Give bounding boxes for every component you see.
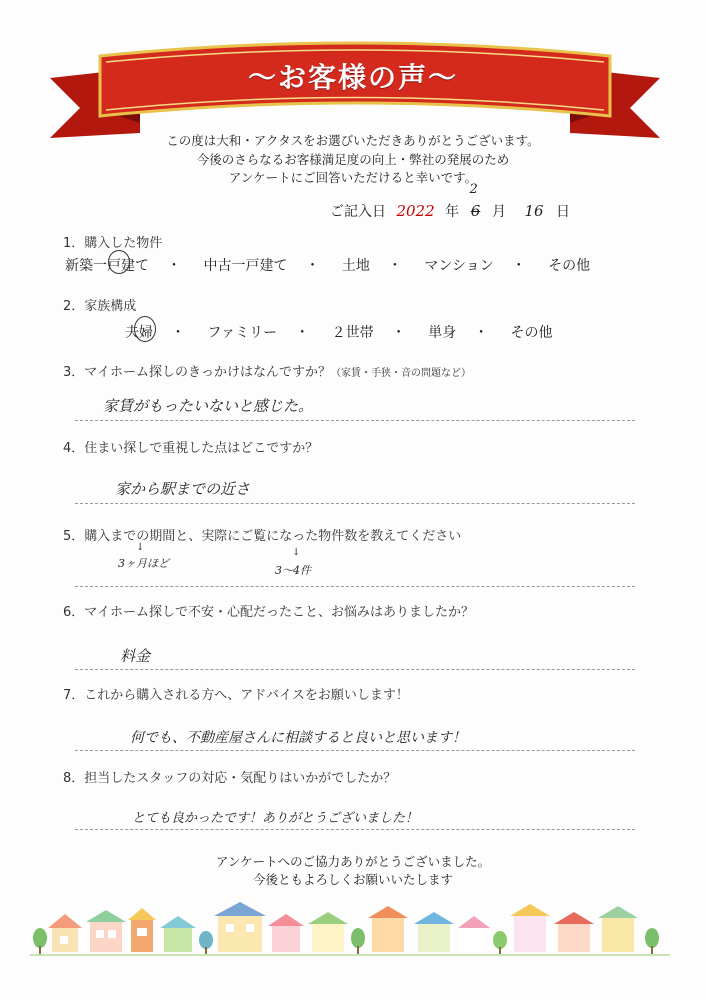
answer-7: 何でも、不動産屋さんに相談すると良いと思います！ (130, 730, 466, 746)
arrow-count: ↓ (292, 547, 301, 558)
house-icon (214, 902, 266, 952)
house-icon (598, 906, 638, 952)
selection-circle-2 (134, 316, 156, 342)
tree-icon (33, 928, 47, 954)
house-icon (48, 914, 82, 952)
intro-line-2: 今後のさらなるお客様満足度の向上・弊社の発展のため (196, 152, 510, 167)
option-two-generation[interactable]: ２世帯 (331, 325, 374, 341)
option-mansion[interactable]: マンション (424, 258, 494, 274)
date-label: ご記入日 (330, 204, 386, 220)
question-6-label: 6．マイホーム探しで不安・心配だったこと、お悩みはありましたか？ (63, 605, 475, 620)
house-icon (160, 916, 196, 952)
date-month-suffix: 月 (492, 204, 506, 220)
question-3-text: 3．マイホーム探しのきっかけはなんですか？ (63, 365, 332, 380)
answer-5-period: 3ヶ月ほど (118, 557, 169, 570)
tree-icon (493, 931, 507, 954)
answer-line-5 (75, 586, 635, 587)
question-4-label: 4．住まい探しで重視した点はどこですか？ (63, 441, 319, 456)
question-7-label: 7．これから購入される方へ、アドバイスをお願いします！ (63, 688, 409, 703)
date-month-correction: 2 (469, 182, 478, 197)
intro-line-1: この度は大和・アクタスをお選びいただきありがとうございます。 (166, 133, 540, 148)
house-icon (86, 910, 126, 952)
option-used-house[interactable]: 中古一戸建て (203, 258, 288, 274)
question-5-label: 5．購入までの期間と、実際にご覧になった物件数を教えてください (63, 529, 462, 544)
footer-line-1: アンケートへのご協力ありがとうございました。 (215, 854, 491, 869)
tree-icon (645, 928, 659, 954)
option-family[interactable]: ファミリー (207, 325, 278, 341)
house-icon (368, 906, 408, 952)
date-day-suffix: 日 (556, 204, 570, 220)
question-1-options: 新築一戸建て ・ 中古一戸建て ・ 土地 ・ マンション ・ その他 (65, 255, 590, 275)
answer-line-8 (75, 829, 635, 830)
question-3-note: （家賃・手狭・音の問題など） (331, 368, 472, 379)
question-8-label: 8．担当したスタッフの対応・気配りはいかがでしたか？ (63, 771, 397, 786)
house-icon (458, 916, 490, 952)
tree-icon (351, 928, 365, 954)
selection-circle-1 (108, 250, 130, 274)
option-land[interactable]: 土地 (341, 258, 370, 274)
answer-3: 家賃がもったいないと感じた。 (103, 397, 314, 415)
page-title: ～お客様の声～ (247, 61, 458, 94)
footer-line-2: 今後ともよろしくお願いいたします (252, 872, 453, 887)
answer-line-3 (75, 420, 635, 421)
house-icon (268, 914, 304, 952)
option-single[interactable]: 単身 (428, 325, 457, 341)
answer-6: 料金 (120, 647, 151, 665)
answer-5-count: 3～4件 (275, 564, 311, 577)
answer-line-6 (75, 669, 635, 670)
house-icon (128, 908, 156, 952)
date-year-suffix: 年 (445, 204, 460, 220)
arrow-period: ↓ (136, 542, 145, 553)
question-2-label: 2．家族構成 (63, 299, 137, 314)
option-new-house[interactable]: 新築一戸建て (65, 258, 149, 274)
house-icon (510, 904, 550, 952)
entry-date (330, 182, 570, 221)
date-day: 16 (524, 202, 544, 220)
answer-8: とても良かったです！ありがとうございました！ (132, 811, 419, 826)
answer-line-4 (75, 503, 635, 504)
question-1-label: 1．購入した物件 (63, 236, 163, 251)
house-icon (554, 912, 594, 952)
tree-icon (199, 931, 213, 954)
house-icon (414, 912, 454, 952)
answer-4: 家から駅までの近さ (115, 480, 251, 498)
option-couple[interactable]: 夫婦 (125, 325, 153, 341)
date-month-struck: 6 (470, 202, 481, 220)
intro-line-3: アンケートにご回答いただけると幸いです。 (228, 170, 478, 185)
option-other-2[interactable]: その他 (510, 325, 553, 341)
answer-line-7 (75, 750, 635, 751)
date-year: 2022 (396, 202, 435, 220)
houses-illustration (30, 900, 670, 960)
house-icon (308, 912, 348, 952)
question-3-label (63, 361, 471, 380)
question-2-options: 夫婦 ・ ファミリー ・ ２世帯 ・ 単身 ・ その他 (125, 322, 553, 342)
option-other-1[interactable]: その他 (548, 258, 591, 274)
